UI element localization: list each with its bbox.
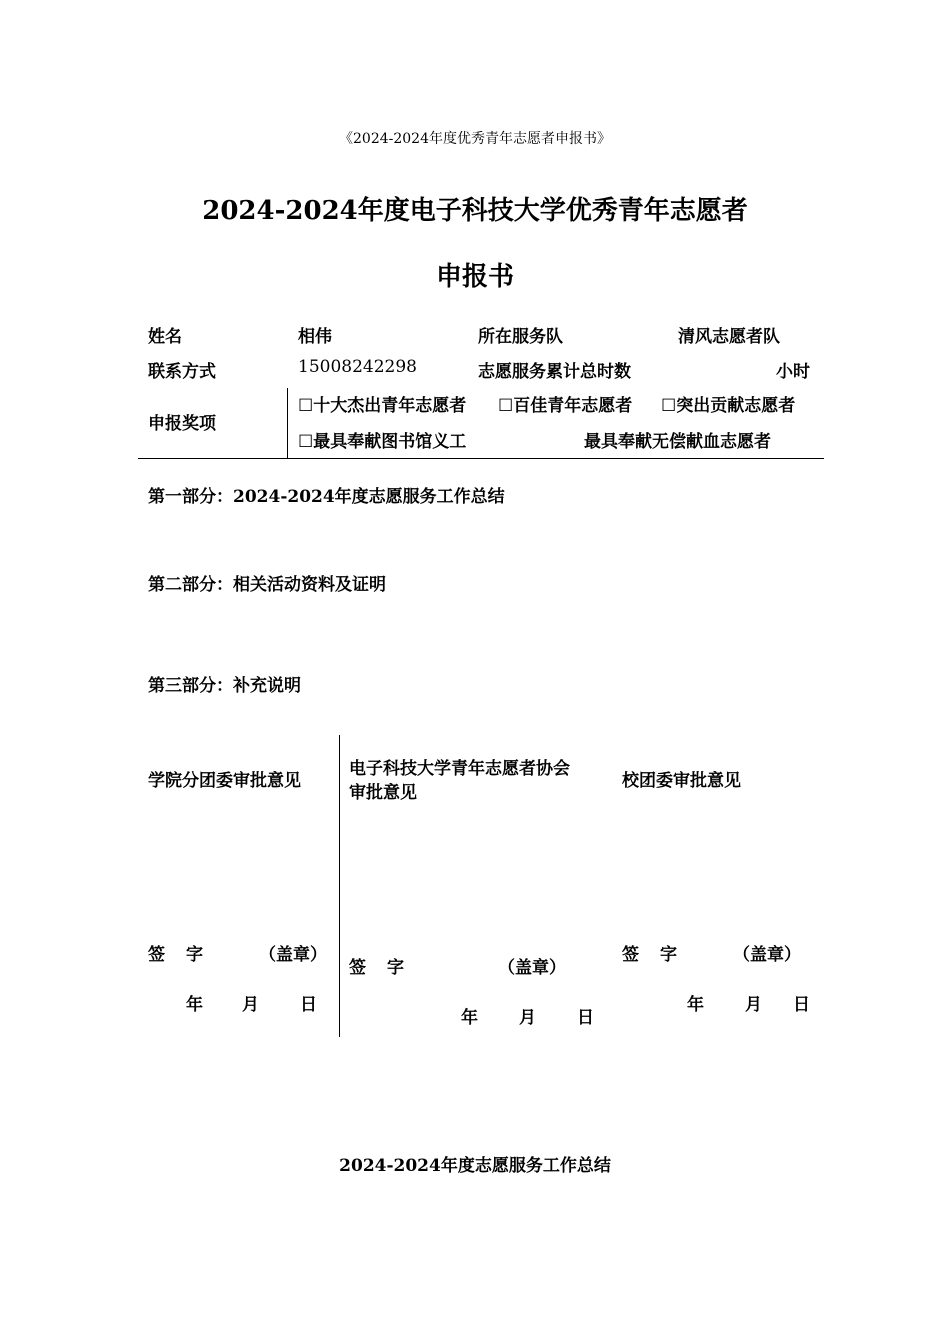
checkbox-icon[interactable]: ☐ xyxy=(298,432,314,452)
name-label: 姓名 xyxy=(148,327,182,347)
section-part3: 第三部分：补充说明 xyxy=(148,676,301,696)
name-value: 相伟 xyxy=(298,327,332,347)
date-year: 年 xyxy=(687,995,704,1015)
date-year: 年 xyxy=(461,1008,478,1028)
header-caption: 《2024-2024年度优秀青年志愿者申报书》 xyxy=(339,131,611,147)
date-day: 日 xyxy=(793,995,810,1015)
section-part1: 第一部分：2024-2024年度志愿服务工作总结 xyxy=(148,487,505,507)
seal-label: （盖章） xyxy=(733,945,801,965)
sign-label: 字 xyxy=(186,945,203,965)
award-option-3[interactable] xyxy=(661,391,795,416)
sign-label: 签 xyxy=(349,958,366,978)
team-label: 所在服务队 xyxy=(478,327,563,347)
award-option-label: 突出贡献志愿者 xyxy=(676,396,796,416)
award-option-5: 最具奉献无偿献血志愿者 xyxy=(584,432,771,452)
contact-label: 联系方式 xyxy=(148,362,216,382)
approval-col1-title: 学院分团委审批意见 xyxy=(148,771,301,791)
sign-label: 签 xyxy=(622,945,639,965)
award-option-2[interactable] xyxy=(498,391,632,416)
award-option-4[interactable] xyxy=(298,427,466,452)
award-divider xyxy=(287,388,288,458)
date-day: 日 xyxy=(300,995,317,1015)
award-option-1[interactable] xyxy=(298,391,466,416)
approval-divider xyxy=(339,735,340,1037)
section-part2: 第二部分：相关活动资料及证明 xyxy=(148,575,386,595)
sign-label: 字 xyxy=(660,945,677,965)
checkbox-icon[interactable]: ☐ xyxy=(298,396,314,416)
award-label: 申报奖项 xyxy=(148,414,216,434)
seal-label: （盖章） xyxy=(498,958,566,978)
date-day: 日 xyxy=(577,1008,594,1028)
hours-unit: 小时 xyxy=(776,362,810,382)
checkbox-icon[interactable]: ☐ xyxy=(661,396,677,416)
award-option-label: 百佳青年志愿者 xyxy=(513,396,633,416)
sign-label: 字 xyxy=(387,958,404,978)
checkbox-icon[interactable]: ☐ xyxy=(498,396,514,416)
info-bottom-rule xyxy=(138,458,824,459)
date-month: 月 xyxy=(519,1008,536,1028)
award-option-label: 十大杰出青年志愿者 xyxy=(313,396,467,416)
date-month: 月 xyxy=(242,995,259,1015)
date-year: 年 xyxy=(186,995,203,1015)
approval-col3-title: 校团委审批意见 xyxy=(622,771,741,791)
award-option-label: 最具奉献图书馆义工 xyxy=(313,432,467,452)
date-month: 月 xyxy=(745,995,762,1015)
page-title-line2: 申报书 xyxy=(435,262,514,292)
footer-title: 2024-2024年度志愿服务工作总结 xyxy=(339,1156,611,1176)
team-value: 清风志愿者队 xyxy=(678,327,780,347)
sign-label: 签 xyxy=(148,945,165,965)
contact-value: 15008242298 xyxy=(298,357,417,377)
approval-col2-title-line2: 审批意见 xyxy=(349,783,417,803)
page-title: 2024-2024年度电子科技大学优秀青年志愿者 xyxy=(202,196,748,226)
approval-col2-title: 电子科技大学青年志愿者协会 xyxy=(349,759,570,779)
hours-label: 志愿服务累计总时数 xyxy=(478,362,631,382)
seal-label: （盖章） xyxy=(259,945,327,965)
